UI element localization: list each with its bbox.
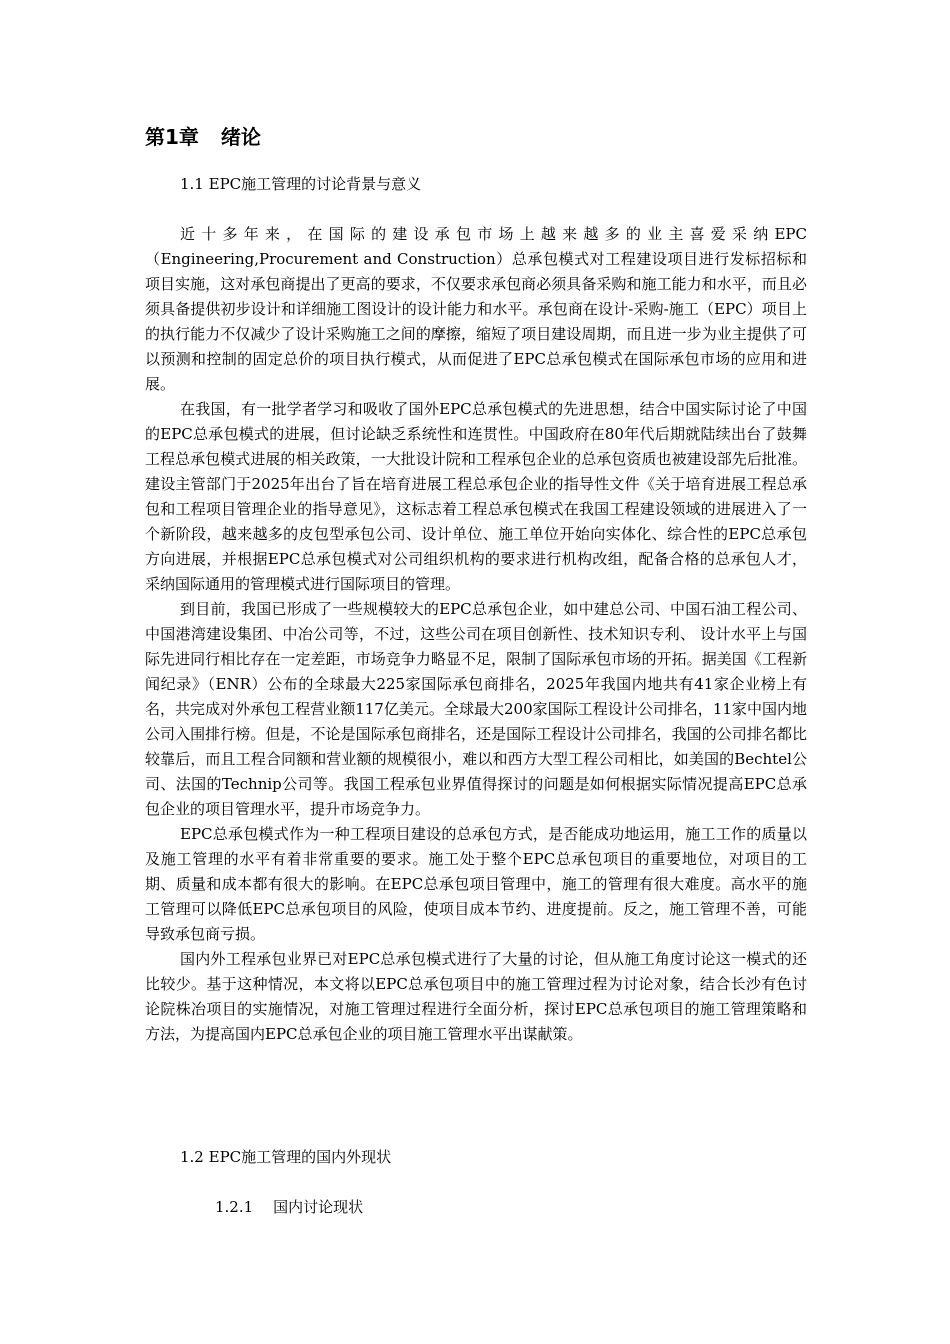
paragraph-5: 国内外工程承包业界已对EPC总承包模式进行了大量的讨论，但从施工角度讨论这一模式的还比较少。基于这种情况，本文将以EPC总承包项目中的施工管理过程为讨论对象，结合长沙有色讨论院株冶项目的实施情况，对施工管理过程进行全面分析，探讨EPC总承包项目的施工管理策略和方法，为提高国内EPC总承包企业的项目施工管理水平出谋献策。 [145, 950, 807, 1043]
section-heading-1-1: 1.1 EPC施工管理的讨论背景与意义 [180, 175, 422, 193]
paragraph-1: 近十多年来，在国际的建设承包市场上越来越多的业主喜爱采纳EPC（Engineering,Procurement and Construction）总承包模式对工程建设项目进行发标招标和项目实施，这对承包商提出了更高的要求，不仅要求承包商必须具备采购和施工能力和水平，而且必须具备提供初步设计和详细施工图设计的设计能力和水平。承包商在设计-采购-施工（EPC）项目上的执行能力不仅减少了设计采购施工之间的摩擦，缩短了项目建设周期，而且进一步为业主提供了可以预测和控制的固定总价的项目执行模式，从而促进了EPC总承包模式在国际承包市场的应用和进展。 [145, 225, 807, 393]
subsection-title: 国内讨论现状 [273, 1198, 364, 1216]
chapter-number: 第1章 [145, 125, 199, 149]
chapter-name: 绪论 [220, 125, 261, 149]
subsection-number: 1.2.1 [215, 1198, 254, 1216]
paragraph-3: 到目前，我国已形成了一些规模较大的EPC总承包企业，如中建总公司、中国石油工程公司、中国港湾建设集团、中冶公司等，不过，这些公司在项目创新性、技术知识专利、 设计水平上与国际先进同行相比存在一定差距，市场竞争力略显不足，限制了国际承包市场的开拓。据美国《工程新闻纪录》（ENR）公布的全球最大225家国际承包商排名，2025年我国内地共有41家企业榜上有名，共完成对外承包工程营业额117亿美元。全球最大200家国际工程设计公司排名，11家中国内地公司入围排行榜。但是，不论是国际承包商排名，还是国际工程设计公司排名，我国的公司排名都比较靠后，而且工程合同额和营业额的规模很小，难以和西方大型工程公司相比，如美国的Bechtel公司、法国的Technip公司等。我国工程承包业界值得探讨的问题是如何根据实际情况提高EPC总承包企业的项目管理水平，提升市场竞争力。 [145, 600, 807, 818]
body-text [145, 222, 807, 1047]
section-heading-1-2: 1.2 EPC施工管理的国内外现状 [180, 1148, 392, 1166]
paragraph-4: EPC总承包模式作为一种工程项目建设的总承包方式，是否能成功地运用，施工工作的质量以及施工管理的水平有着非常重要的要求。施工处于整个EPC总承包项目的重要地位，对项目的工期、质量和成本都有很大的影响。在EPC总承包项目管理中，施工的管理有很大难度。高水平的施工管理可以降低EPC总承包项目的风险，使项目成本节约、进度提前。反之，施工管理不善，可能导致承包商亏损。 [145, 825, 807, 943]
chapter-title [145, 121, 261, 153]
subsection-heading-1-2-1 [215, 1195, 363, 1220]
paragraph-2: 在我国，有一批学者学习和吸收了国外EPC总承包模式的先进思想，结合中国实际讨论了中国的EPC总承包模式的进展，但讨论缺乏系统性和连贯性。中国政府在80年代后期就陆续出台了鼓舞工程总承包模式进展的相关政策，一大批设计院和工程承包企业的总承包资质也被建设部先后批准。建设主管部门于2025年出台了旨在培育进展工程总承包企业的指导性文件《关于培育进展工程总承包和工程项目管理企业的指导意见》，这标志着工程总承包模式在我国工程建设领域的进展进入了一个新阶段，越来越多的皮包型承包公司、设计单位、施工单位开始向实体化、综合性的EPC总承包方向进展，并根据EPC总承包模式对公司组织机构的要求进行机构改组，配备合格的总承包人才，采纳国际通用的管理模式进行国际项目的管理。 [145, 400, 807, 593]
